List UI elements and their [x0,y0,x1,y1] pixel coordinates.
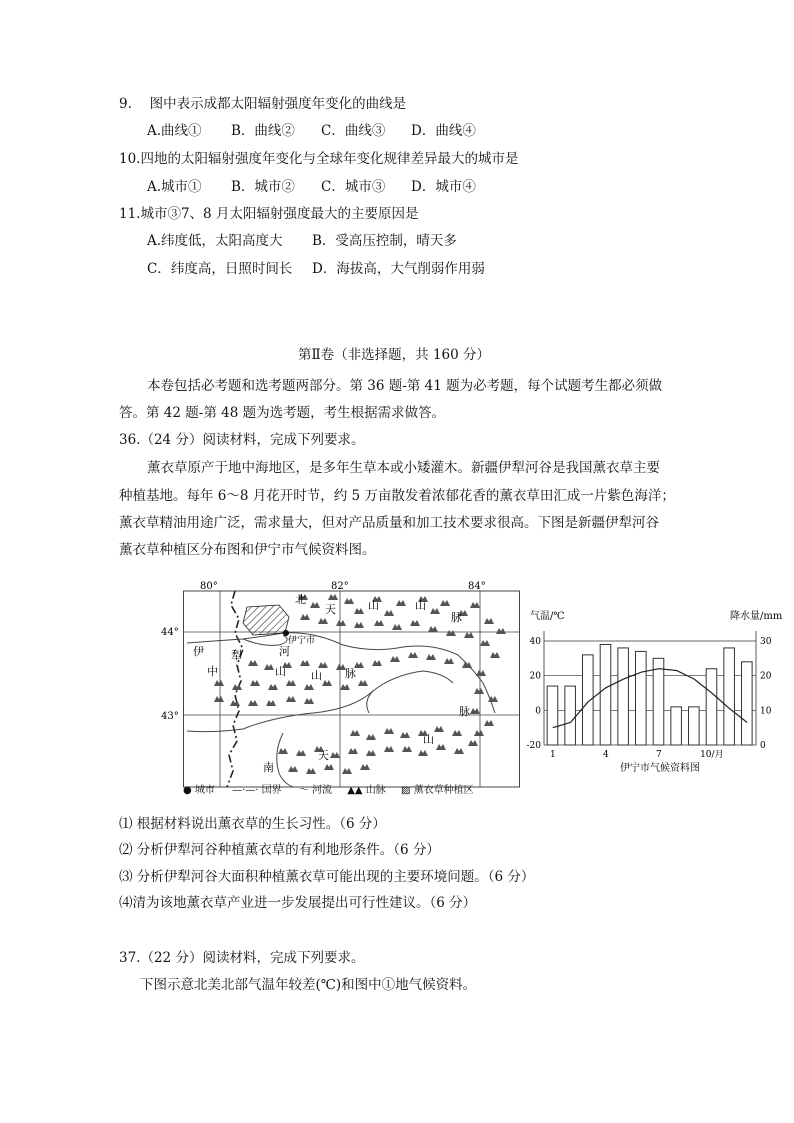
mountain-symbol [278,748,288,754]
left-tick-label: -20 [526,741,541,751]
sub-question-3: ⑶ 分析伊犁河谷大面积种植薰衣草可能出现的主要环境问题。（6 分） [119,869,535,885]
x-tick-label: 10/月 [700,750,724,760]
mountain-symbol [344,598,354,604]
precip-bar [706,669,717,745]
mountain-symbol [304,684,314,690]
mountain-symbol [454,748,464,754]
legend-river: 河流 [312,785,333,796]
option: B．曲线② [231,123,295,139]
mountain-symbol [428,626,438,632]
legend-mountain: 山脉 [365,785,386,796]
sub-question-2: ⑵ 分析伊犁河谷种植薰衣草的有利地形条件。（6 分） [119,842,440,858]
lat-label: 43° [161,711,179,722]
section-title: 第Ⅱ卷（非选择题，共 160 分） [298,347,491,363]
left-tick-label: 0 [535,706,541,717]
option: C．城市③ [321,179,386,195]
mountain-symbol [322,680,332,686]
right-tick-label: 0 [760,741,766,751]
mountain-symbol [354,608,364,614]
left-tick-label: 40 [529,637,541,647]
right-tick-label: 20 [760,671,772,682]
mountain-symbol [470,602,480,608]
right-tick-label: 10 [760,706,772,717]
x-tick-label: 4 [602,750,609,760]
material-paragraph: 薰衣草精油用途广泛，需求量大，但对产品质量和加工技术要求很高。下图是新疆伊犁河谷 [119,515,659,531]
mountain-symbol [470,708,480,714]
sub-question-1: ⑴ 根据材料说出薰衣草的生长习性。（6 分） [119,816,386,832]
mountain-symbol [310,602,320,608]
mountain-symbol [446,630,456,636]
mountain-symbol [340,684,350,690]
mountain-symbol [266,700,276,706]
lavender-legend-icon: ▨ [400,785,411,796]
mountain-symbol [468,740,478,746]
mountain-symbol [490,652,500,658]
x-tick-label: 7 [655,750,662,760]
material-paragraph: 薰衣草原产于地中海地区，是多年生草本或小矮灌木。新疆伊犁河谷是我国薰衣草主要 [147,460,660,476]
mountain-symbol [372,660,382,666]
river [243,635,287,645]
city-label: 伊宁市 [288,636,316,646]
mountain-symbol [248,700,258,706]
map-label: 脉 [451,611,462,624]
left-axis-label: 气温/℃ [530,611,565,622]
river-legend-icon: 〜 [298,785,309,796]
mountain-symbol [248,660,258,666]
mountain-symbol [476,670,486,676]
chart-title: 伊宁市气候资料图 [620,763,700,774]
mountain-symbol [384,746,394,752]
option: A.城市① [147,179,202,195]
mountain-symbol [268,684,278,690]
mountain-symbol [348,748,358,754]
mountain-symbol [462,662,472,668]
mountain-symbol [452,730,462,736]
question-37-stem: 37.（22 分）阅读材料，完成下列要求。 [119,950,365,966]
lon-label: 80° [200,581,218,592]
map-label: 南 [263,761,274,774]
mountain-symbol [444,658,454,664]
mountain-symbol [336,620,346,626]
precip-bar [653,658,664,745]
city-legend-icon: ● [183,785,192,796]
option: A.曲线① [147,123,202,139]
map-label: 山 [311,669,322,682]
mountain-symbol [484,720,494,726]
mountain-symbol [318,618,328,624]
mountain-symbol [250,680,260,686]
mountain-symbol [232,684,242,690]
mountain-symbol [464,632,474,638]
lon-label: 84° [468,581,486,592]
precip-bar [583,655,594,745]
mountain-symbol [496,628,506,634]
material-paragraph: 下图示意北美北部气温年较差(℃)和图中①地气候资料。 [140,977,477,993]
map-label: 山 [415,599,426,612]
question-11-options-ab [147,232,457,250]
mountain-symbol [306,768,316,774]
mountain-symbol [286,680,296,686]
mountain-symbol [366,734,376,740]
precip-bar [547,686,558,745]
mountain-symbol [484,618,494,624]
mountain-symbol [318,662,328,668]
map-label: 北 [295,593,306,606]
option: D．曲线④ [411,123,476,139]
map-label: 犁 [231,649,242,662]
option: D．城市④ [411,179,476,195]
mountain-symbol [440,600,450,606]
mountain-symbol [328,594,338,600]
mountain-symbol [410,620,420,626]
precip-bar [636,651,647,745]
mountain-symbol [288,766,298,772]
question-36-stem: 36.（24 分）阅读材料，完成下列要求。 [119,432,365,448]
mountain-symbol [430,608,440,614]
mountain-symbol [214,696,224,702]
question-11-stem: 11.城市③7、8 月太阳辐射强度最大的主要原因是 [119,206,419,222]
mountain-symbol [436,744,446,750]
map-legend [183,781,474,796]
mountain-symbol [474,688,484,694]
map-label: 伊 [193,645,204,658]
map-label: 山 [423,733,434,746]
mountain-symbol [286,696,296,702]
map-label: 天 [318,749,329,762]
map-label: 山 [368,599,379,612]
mountain-symbol [392,624,402,630]
mountain-symbol [350,730,360,736]
mountain-symbol [358,680,368,686]
legend-border: 国界 [261,785,282,796]
sub-question-4: ⑷清为该地薰衣草产业进一步发展提出可行性建议。（6 分） [119,895,477,911]
mountain-symbol [402,746,412,752]
mountain-symbol [300,660,310,666]
option: B．受高压控制，晴天多 [312,233,457,249]
river [367,691,373,713]
legend-lavender: 薰衣草种植区 [413,785,474,796]
lavender-area [243,605,289,635]
mountain-symbol [354,622,364,628]
mountain-symbol [384,610,394,616]
mountain-symbol [330,752,340,758]
mountain-symbol [434,726,444,732]
map-label: 脉 [345,667,356,680]
precip-bar [689,707,700,745]
mountain-symbol [408,652,418,658]
precip-bar [618,648,629,745]
mountain-symbol [360,764,370,770]
precip-bar [742,662,753,745]
question-10-options [147,178,476,196]
lon-label: 82° [331,581,349,592]
climate-chart [526,605,783,775]
lat-label: 44° [161,627,179,638]
mountain-symbol [374,620,384,626]
right-tick-label: 30 [760,637,772,647]
section-intro: 本卷包括必考题和选考题两部分。第 36 题-第 41 题为必考题，每个试题考生都必须做 [147,378,663,394]
precip-bar [600,644,611,745]
option: A.纬度低，太阳高度大 [147,233,283,249]
material-paragraph: 种植基地。每年 6～8 月花开时节，约 5 万亩散发着浓郁花香的薰衣草田汇成一片紫色海洋； [119,488,675,504]
mountain-symbol [480,640,490,646]
mountain-symbol [418,750,428,756]
left-tick-label: 20 [529,671,541,682]
mountain-symbol [214,680,224,686]
mountain-symbol [400,732,410,738]
mountain-symbol [304,698,314,704]
option: B．城市② [231,179,295,195]
right-axis-label: 降水量/mm [730,611,783,622]
question-9-stem: 9. 图中表示成都太阳辐射强度年变化的曲线是 [119,96,407,112]
mountain-symbol [300,614,310,620]
mountain-symbol [474,730,484,736]
border-legend-icon: —·—· [232,785,259,796]
option: D．海拔高，大气削弱作用弱 [312,261,485,277]
map-label: 脉 [459,705,470,718]
mountain-symbol [384,728,394,734]
temperature-line [553,669,747,728]
question-10-stem: 10.四地的太阳辐射强度年变化与全球年变化规律差异最大的城市是 [119,151,519,167]
option: C．纬度高，日照时间长 [147,261,293,277]
mountain-symbol [296,750,306,756]
map-label: 河 [279,645,290,658]
precip-bar [565,686,576,745]
mountain-legend-icon: ▲▲ [347,785,363,796]
precip-bar [724,648,735,745]
river [277,733,293,787]
map-label: 山 [275,665,286,678]
x-tick-label: 1 [549,750,556,760]
material-paragraph: 薰衣草种植区分布图和伊宁市气候资料图。 [119,542,376,558]
option: C．曲线③ [321,123,386,139]
mountain-symbol [390,656,400,662]
question-11-options-cd [147,260,485,278]
lavender-distribution-map [161,581,520,795]
mountain-symbol [264,664,274,670]
section-intro: 答。第 42 题-第 48 题为选考题，考生根据需求做答。 [119,405,446,421]
mountain-symbol [426,654,436,660]
mountain-symbol [366,750,376,756]
question-9-options [147,122,476,140]
precip-bar [671,707,682,745]
map-label: 中 [207,665,218,678]
legend-city: 城市 [194,785,215,796]
mountain-symbol [324,764,334,770]
mountain-symbol [342,768,352,774]
map-label: 天 [325,603,336,616]
mountain-symbol [230,700,240,706]
mountain-symbol [396,600,406,606]
